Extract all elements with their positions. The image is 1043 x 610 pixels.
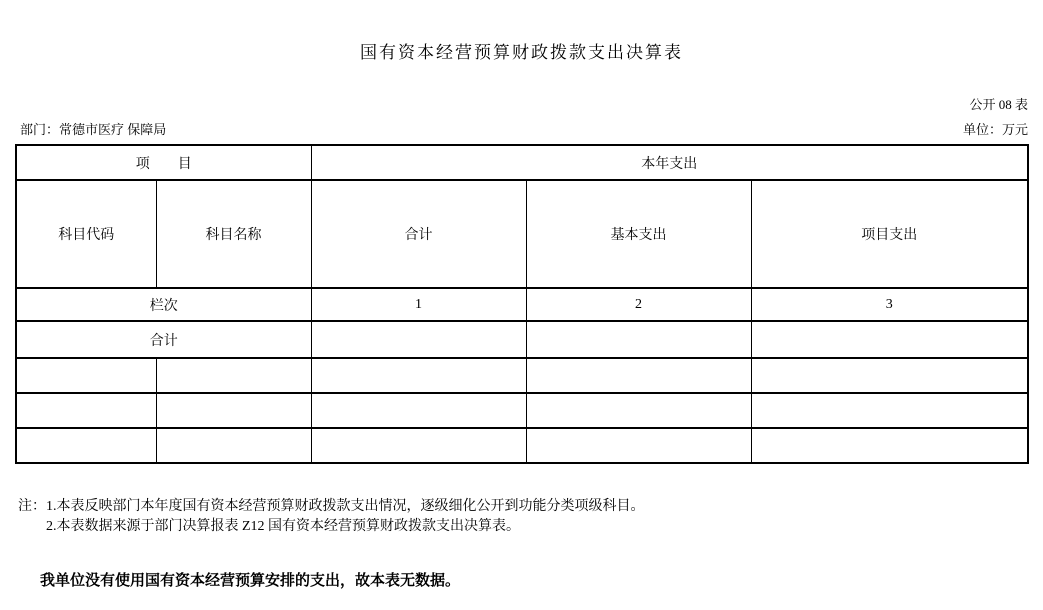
table-code-label: 公开 08 表 [969,97,1028,112]
empty-cell [16,358,156,393]
col-header-subject-name: 科目名称 [156,180,311,288]
header-project: 项 目 [16,145,311,180]
empty-cell [751,428,1028,463]
empty-cell [311,428,526,463]
col-header-total: 合计 [311,180,526,288]
table-row-empty [16,358,1028,393]
table-row-total [16,321,1028,358]
empty-cell [156,393,311,428]
empty-cell [311,393,526,428]
total-row-value-1 [311,321,526,358]
no-data-statement: 我单位没有使用国有资本经营预算安排的支出，故本表无数据。 [40,573,461,589]
empty-cell [526,393,751,428]
table-row-header-group [16,145,1028,180]
column-index-2: 2 [526,288,751,321]
empty-cell [526,358,751,393]
empty-cell [751,393,1028,428]
table-row-column-headers [16,180,1028,288]
column-index-3: 3 [751,288,1028,321]
column-index-label: 栏次 [16,288,311,321]
department-label: 部门：常德市医疗 保障局 [20,122,167,137]
empty-cell [16,428,156,463]
empty-cell [156,428,311,463]
column-index-1: 1 [311,288,526,321]
unit-label: 单位：万元 [962,122,1028,137]
total-row-label: 合计 [16,321,311,358]
col-header-subject-code: 科目代码 [16,180,156,288]
table-row-empty [16,428,1028,463]
total-row-value-2 [526,321,751,358]
total-row-value-3 [751,321,1028,358]
expenditure-table [15,144,1029,464]
header-current-year-expenditure: 本年支出 [311,145,1028,180]
empty-cell [16,393,156,428]
footnote-1: 注：1.本表反映部门本年度国有资本经营预算财政拨款支出情况，逐级细化公开到功能分类项级科目。 [18,499,645,514]
table-row-empty [16,393,1028,428]
col-header-basic-expenditure: 基本支出 [526,180,751,288]
page-title: 国有资本经营预算财政拨款支出决算表 [360,43,683,62]
footnote-2: 2.本表数据来源于部门决算报表 Z12 国有资本经营预算财政拨款支出决算表。 [46,519,521,534]
empty-cell [526,428,751,463]
col-header-project-expenditure: 项目支出 [751,180,1028,288]
empty-cell [156,358,311,393]
footnotes [18,497,645,537]
empty-cell [751,358,1028,393]
table-row-column-index [16,288,1028,321]
empty-cell [311,358,526,393]
